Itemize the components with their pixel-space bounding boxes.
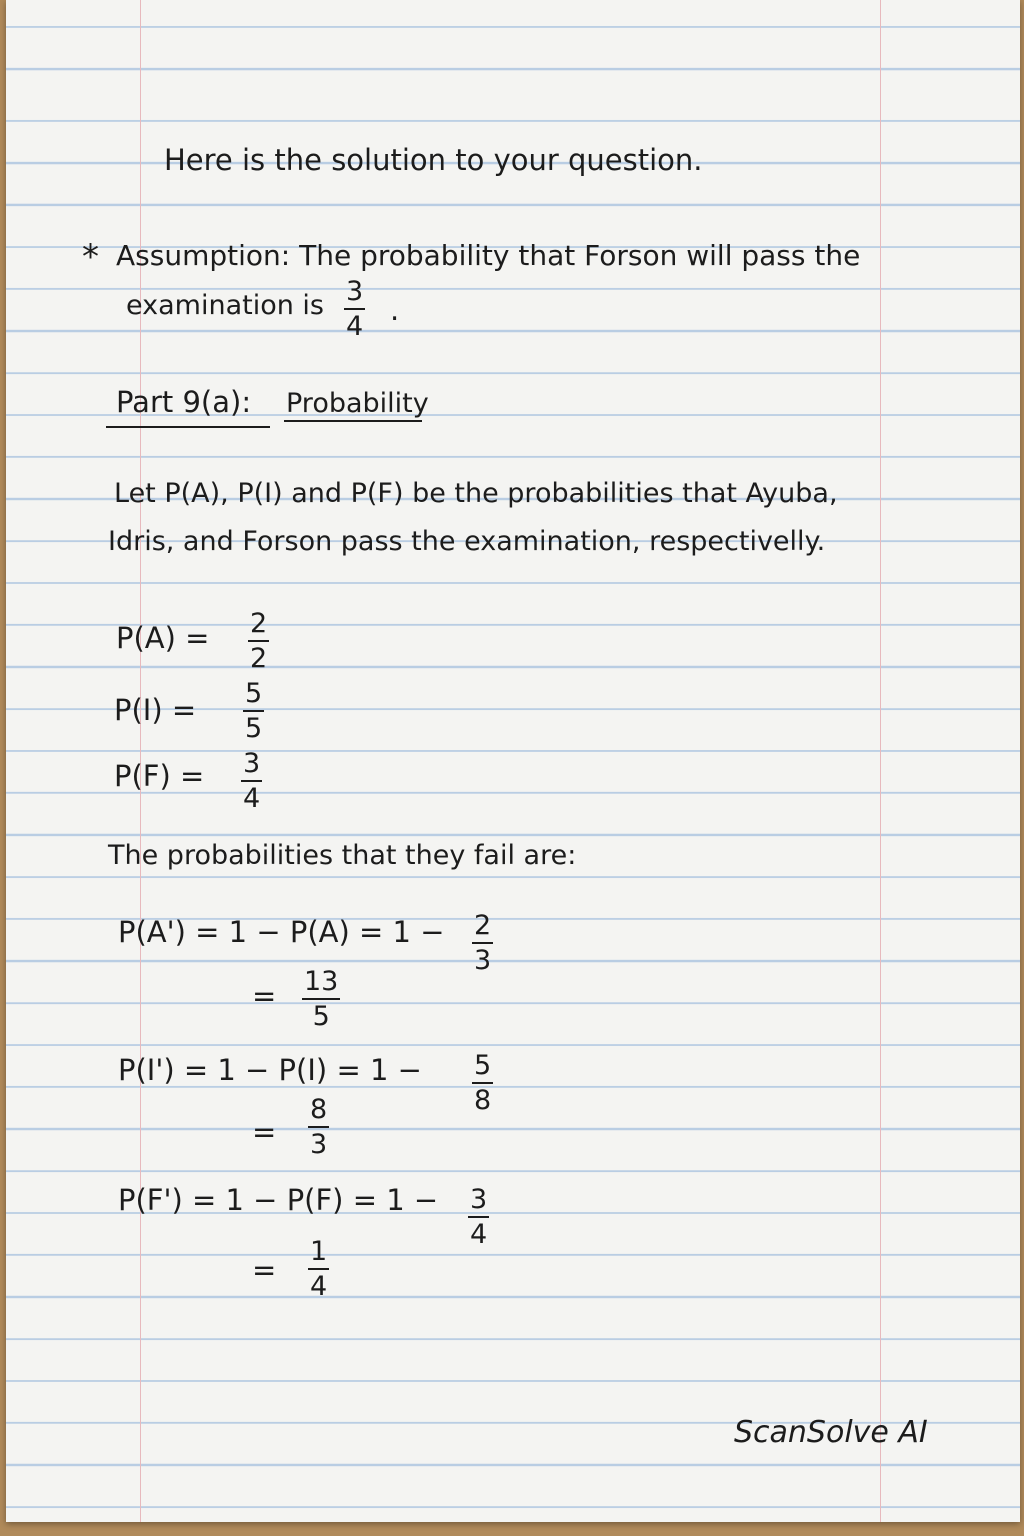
- fail-prob-expression: P(A') = 1 − P(A) = 1 −: [118, 915, 445, 949]
- fraction-denominator: 8: [474, 1085, 492, 1116]
- part-topic: Probability: [286, 388, 429, 419]
- pass-prob-label: P(F) =: [114, 759, 205, 793]
- assumption-line-2: examination is: [126, 290, 324, 321]
- fail-prob-expression: P(F') = 1 − P(F) = 1 −: [118, 1183, 439, 1217]
- fraction-numerator: 3: [243, 748, 261, 779]
- fraction-denominator: 4: [243, 783, 261, 814]
- fraction-numerator: 5: [474, 1050, 492, 1081]
- fraction-numerator: 13: [304, 966, 339, 997]
- fraction-numerator: 1: [310, 1236, 328, 1267]
- fail-prob-subtracted-fraction: [472, 1052, 493, 1114]
- fraction-numerator: 2: [250, 608, 268, 639]
- fraction-numerator: 2: [474, 910, 492, 941]
- fraction-denominator: 4: [310, 1271, 328, 1302]
- part-topic-underline: [284, 420, 422, 422]
- part-label: Part 9(a):: [116, 385, 252, 419]
- fail-intro-text: The probabilities that they fail are:: [108, 840, 577, 871]
- assumption-star: *: [82, 237, 99, 277]
- fail-prob-result: [302, 968, 340, 1030]
- fraction-numerator: 8: [310, 1094, 328, 1125]
- fraction-denominator: 5: [312, 1001, 330, 1032]
- pass-prob-label: P(A) =: [116, 621, 210, 655]
- fraction-denominator: 3: [474, 945, 492, 976]
- fail-result-equals: =: [252, 1253, 277, 1287]
- fraction-denominator: 5: [245, 713, 263, 744]
- pass-prob-fraction: [243, 680, 264, 742]
- fraction-numerator: 5: [245, 678, 263, 709]
- pass-prob-fraction: [241, 750, 262, 812]
- fail-prob-expression: P(I') = 1 − P(I) = 1 −: [118, 1053, 422, 1087]
- part-label-underline: [106, 426, 270, 428]
- let-line-1: Let P(A), P(I) and P(F) be the probabilities that Ayuba,: [114, 478, 838, 509]
- notebook-page: [6, 0, 1020, 1522]
- fail-prob-result: [308, 1238, 329, 1300]
- fail-result-equals: =: [252, 979, 277, 1013]
- fraction-numerator: 3: [470, 1184, 488, 1215]
- fraction-denominator: 4: [470, 1219, 488, 1250]
- pass-prob-label: P(I) =: [114, 693, 197, 727]
- assumption-fraction: [344, 278, 365, 340]
- right-margin-line: [880, 0, 881, 1522]
- let-line-2: Idris, and Forson pass the examination, respectivelly.: [108, 526, 826, 557]
- signature: ScanSolve AI: [734, 1415, 928, 1450]
- fraction-numerator: 3: [346, 276, 364, 307]
- fraction-denominator: 3: [310, 1129, 328, 1160]
- fail-prob-result: [308, 1096, 329, 1158]
- assumption-dot: .: [390, 293, 400, 327]
- pass-prob-fraction: [248, 610, 269, 672]
- intro-text: Here is the solution to your question.: [164, 143, 703, 177]
- fraction-denominator: 2: [250, 643, 268, 674]
- fail-result-equals: =: [252, 1115, 277, 1149]
- fail-prob-subtracted-fraction: [472, 912, 493, 974]
- assumption-line-1: Assumption: The probability that Forson will pass the: [116, 239, 861, 272]
- fraction-denominator: 4: [346, 311, 364, 342]
- fail-prob-subtracted-fraction: [468, 1186, 489, 1248]
